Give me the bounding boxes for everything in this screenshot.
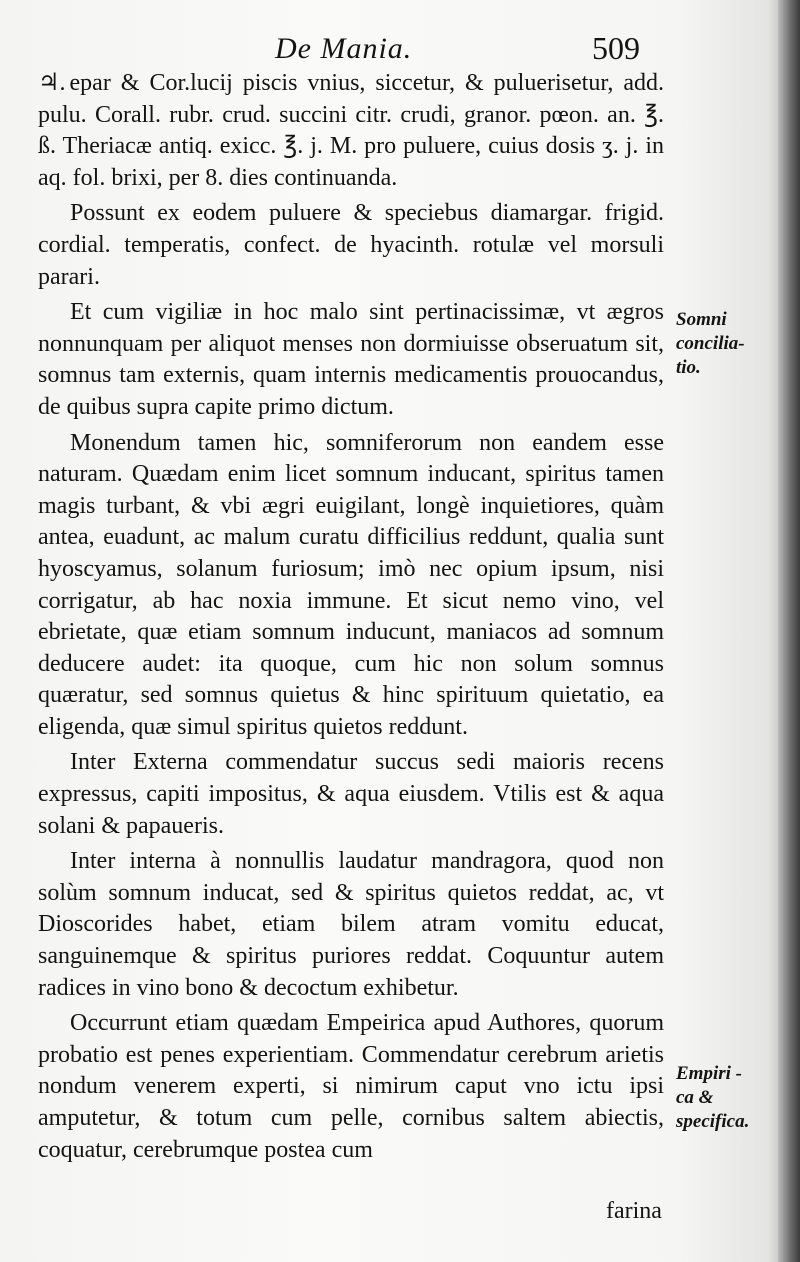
marginal-line: Empiri - — [676, 1063, 742, 1084]
marginal-line: ca & — [676, 1087, 714, 1108]
marginal-note-somni — [676, 308, 776, 380]
paragraph-text: Inter Externa commendatur succus sedi maioris recens expressus, capiti impositus, & aqua eiusdem. Vtilis est & aqua solani & papaueris. — [38, 749, 664, 839]
paragraph — [38, 198, 664, 293]
paragraph — [38, 428, 664, 744]
paragraph — [38, 846, 664, 1004]
paragraph-text: Possunt ex eodem puluere & speciebus diamargar. frigid. cordial. temperatis, confect. de hyacinth. rotulæ vel morsuli parari. — [38, 200, 664, 290]
running-title: De Mania. — [275, 32, 413, 65]
page-header — [0, 28, 800, 68]
catchword: farina — [606, 1198, 662, 1224]
marginal-line: concilia- — [676, 333, 745, 354]
main-text-block — [38, 68, 664, 1166]
paragraph — [38, 747, 664, 842]
paragraph-text: Inter interna à nonnullis laudatur mandragora, quod non solùm somnum inducat, sed & spiritus quietos reddat, ac, vt Dioscorides habet, etiam bilem atram vomitu educat, sanguinemque & spiritus puriores reddat. Coquuntur autem radices in vino bono & decoctum exhibetur. — [38, 848, 664, 1001]
paragraph-empirica — [38, 1008, 664, 1166]
marginal-line: tio. — [676, 357, 701, 378]
paragraph-text: Occurrunt etiam quædam Empeirica apud Authores, quorum probatio est penes experientiam. Commendatur cerebrum arietis nondum venerem experti, si nimirum caput vno ictu ipsi amputetur, & totum cum pelle, cornibus saltem abiectis, coquatur, cerebrumque postea cum — [38, 1010, 664, 1163]
marginal-note-empirica — [676, 1062, 776, 1134]
page-number: 509 — [592, 30, 640, 66]
paragraph-sleep — [38, 297, 664, 423]
marginal-line: Somni — [676, 309, 727, 330]
page-gutter-shadow — [778, 0, 800, 1262]
paragraph-text: Et cum vigiliæ in hoc malo sint pertinacissimæ, vt ægros nonnunquam per aliquot menses non dormiuisse obseruatum sit, somnus tam externis, quam internis medicamentis prouocandus, de quibus supra capite primo dictum. — [38, 299, 664, 420]
marginal-line: specifica. — [676, 1111, 750, 1132]
paragraph-recipe — [38, 68, 664, 194]
paragraph-text: epar & Cor.lucij piscis vnius, siccetur, & puluerisetur, add. pulu. Corall. rubr. crud. succini citr. crudi, granor. pœon. an. ℥. ß. Theriacæ antiq. exicc. ℥. j. M. pro puluere, cuius dosis ʒ. j. in aq. fol. brixi, per 8. dies continuanda. — [38, 70, 664, 191]
recipe-symbol: ♃. — [38, 70, 66, 96]
paragraph-text: Monendum tamen hic, somniferorum non eandem esse naturam. Quædam enim licet somnum inducant, spiritus tamen magis turbant, & vbi ægri euigilant, longè inquietiores, quàm antea, euadunt, ac malum curatu difficilius reddunt, qualia sunt hyoscyamus, solanum furiosum; imò nec opium ipsum, nisi corrigatur, ab hac noxia immune. Et sicut nemo vino, vel ebrietate, quæ etiam somnum inducunt, maniacos ad somnum deducere audet: ita quoque, cum hic non solum somnus quæratur, sed somnus quietus & hinc spirituum quietatio, ea eligenda, quæ simul spiritus quietos reddunt. — [38, 429, 664, 740]
